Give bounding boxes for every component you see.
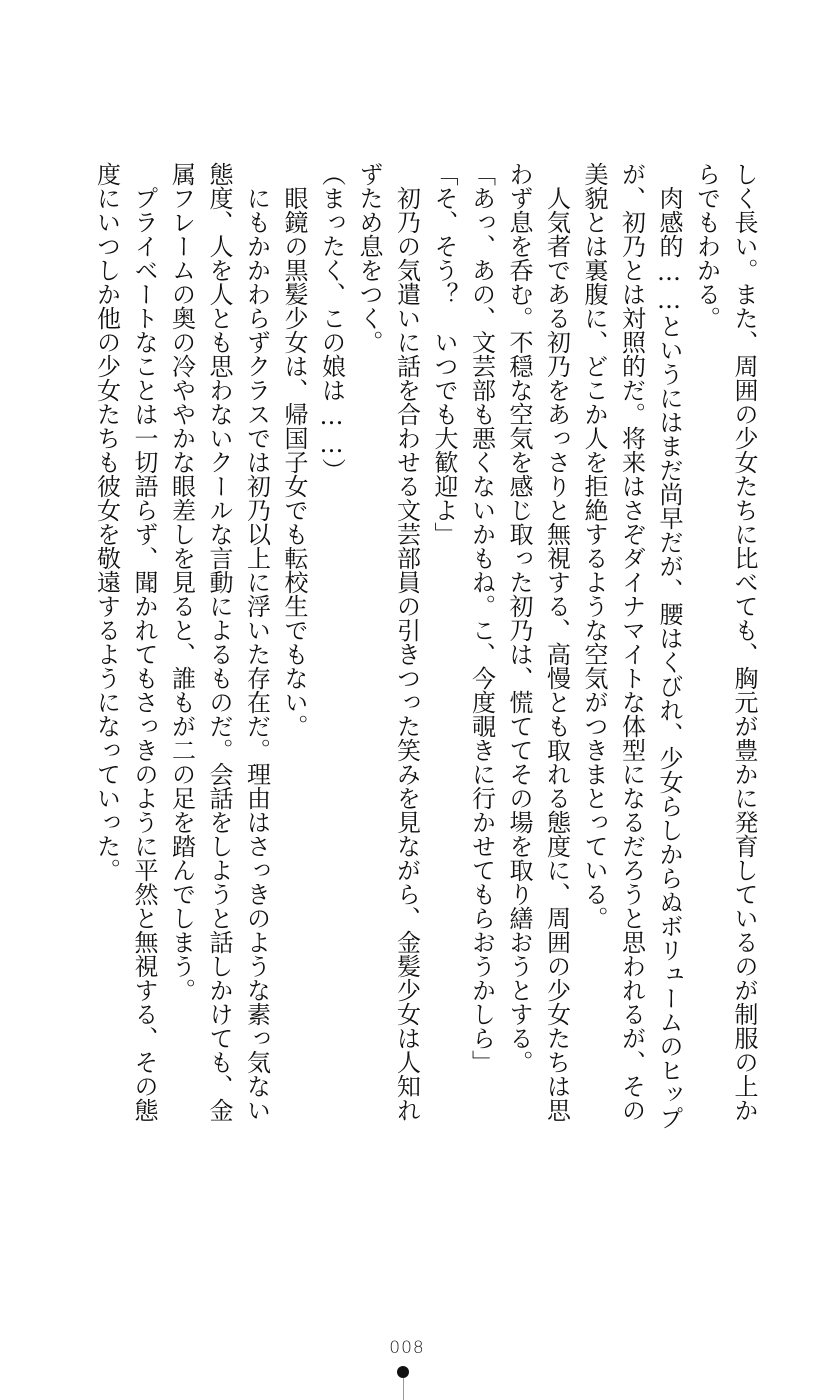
text-line-1: しく長い。また、周囲の少女たちに比べても、胸元が豊かに発育しているのが制服の上か xyxy=(730,162,758,1122)
page-marker-line xyxy=(403,1378,404,1400)
text-line-7: わず息を呑む。不穏な空気を感じ取った初乃は、慌ててその場を取り繕おうとする。 xyxy=(505,162,533,1074)
text-line-5: 美貌とは裏腹に、どこか人を拒絶するような空気がつきまとっている。 xyxy=(580,162,608,930)
text-line-18: 度にいつしか他の少女たちも彼女を敬遠するようになっていった。 xyxy=(92,162,121,882)
text-line-16: 属フレームの奥の冷ややかな眼差しを見ると、誰もが二の足を踏んでしまう。 xyxy=(167,162,196,1002)
text-line-2: らでもわかる。 xyxy=(692,162,721,330)
vertical-text-body xyxy=(94,162,757,1162)
text-line-3: 肉感的……というにはまだ尚早だが、腰はくびれ、少女らしからぬボリュームのヒップ xyxy=(655,162,683,1130)
text-line-13: 眼鏡の黒髪少女は、帰国子女でも転校生でもない。 xyxy=(280,162,308,738)
text-line-14: にもかかわらずクラスでは初乃以上に浮いた存在だ。理由はさっきのような素っ気ない xyxy=(242,162,271,1122)
text-line-9: 「そ、そう？ いつでも大歓迎よ」 xyxy=(430,162,458,546)
page-marker-dot xyxy=(397,1366,409,1378)
page-number: 008 xyxy=(389,1338,425,1358)
text-line-11: ずため息をつく。 xyxy=(355,162,383,354)
text-line-4: が、初乃とは対照的だ。将来はさぞダイナマイトな体型になるだろうと思われるが、その xyxy=(617,162,646,1122)
text-line-6: 人気者である初乃をあっさりと無視する、高慢とも取れる態度に、周囲の少女たちは思 xyxy=(542,162,571,1122)
text-line-15: 態度、人を人とも思わないクールな言動によるものだ。会話をしようと話しかけても、金 xyxy=(205,162,233,1122)
text-line-8: 「あっ、あの、文芸部も悪くないかもね。こ、今度覗きに行かせてもらおうかしら」 xyxy=(467,162,496,1074)
text-line-17: プライベートなことは一切語らず、聞かれてもさっきのように平然と無視する、その態 xyxy=(130,162,158,1122)
text-line-12: （まったく、この娘は……） xyxy=(317,162,346,482)
text-line-10: 初乃の気遣いに話を合わせる文芸部員の引きつった笑みを見ながら、金髪少女は人知れ xyxy=(392,162,421,1122)
